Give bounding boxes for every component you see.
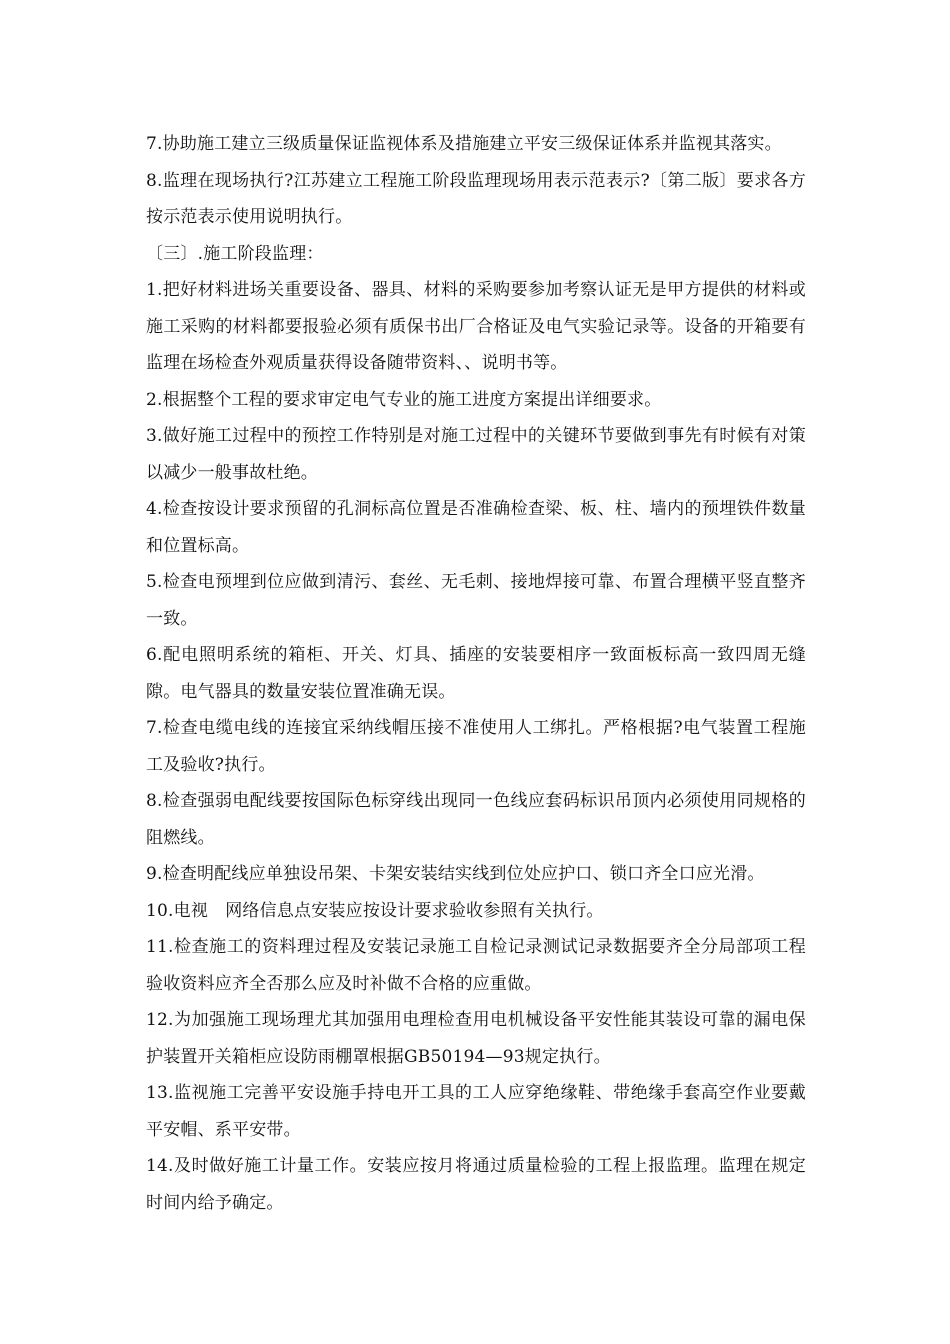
paragraph-item-7-cable: 7.检查电缆电线的连接宜采纳线帽压接不准使用人工绑扎。严格根据?电气装置工程施工及验收?执行。 [146,718,806,775]
paragraph-item-5-conduit: 5.检查电预埋到位应做到清污、套丝、无毛刺、接地焊接可靠、布置合理横平竖直整齐一致。 [146,572,806,629]
paragraph-item-1-materials: 1.把好材料进场关重要设备、器具、材料的采购要参加考察认证无是甲方提供的材料或施工采购的材料都要报验必须有质保书出厂合格证及电气实验记录等。设备的开箱要有监理在场检查外观质量获得设备随带资料、、说明书等。 [146,280,806,373]
paragraph-item-11-records: 11.检查施工的资料理过程及安装记录施工自检记录测试记录数据要齐全分局部项工程验收资料应齐全否那么应及时补做不合格的应重做。 [146,937,806,994]
paragraph-item-8-wiring: 8.检查强弱电配线要按国际色标穿线出现同一色线应套码标识吊顶内必须使用同规格的阻燃线。 [146,791,806,848]
document-body [146,126,806,1221]
paragraph-item-12-site-power: 12.为加强施工现场理尤其加强用电理检查用电机械设备平安性能其装设可靠的漏电保护装置开关箱柜应设防雨棚罩根据GB50194—93规定执行。 [146,1010,806,1067]
section-heading-construction-supervision: 〔三〕.施工阶段监理： [146,243,324,264]
paragraph-item-7-qa-system: 7.协助施工建立三级质量保证监视体系及措施建立平安三级保证体系并监视其落实。 [146,134,782,154]
paragraph-item-6-lighting: 6.配电照明系统的箱柜、开关、灯具、插座的安装要相序一致面板标高一致四周无缝隙。电气器具的数量安装位置准确无误。 [146,645,806,702]
paragraph-item-8-forms: 8.监理在现场执行?江苏建立工程施工阶段监理现场用表示范表示?〔第二版〕要求各方按示范表示使用说明执行。 [146,170,806,227]
paragraph-item-4-openings: 4.检查按设计要求预留的孔洞标高位置是否准确检查梁、板、柱、墙内的预埋铁件数量和位置标高。 [146,499,806,556]
paragraph-item-3-precontrol: 3.做好施工过程中的预控工作特别是对施工过程中的关键环节要做到事先有时候有对策以减少一般事故杜绝。 [146,426,806,483]
paragraph-item-9-surface-wiring: 9.检查明配线应单独设吊架、卡架安装结实线到位处应护口、锁口齐全口应光滑。 [146,864,765,884]
paragraph-item-10-tv-network: 10.电视 网络信息点安装应按设计要求验收参照有关执行。 [146,900,604,921]
paragraph-item-2-schedule: 2.根据整个工程的要求审定电气专业的施工进度方案提出详细要求。 [146,389,662,410]
paragraph-item-14-measurement: 14.及时做好施工计量工作。安装应按月将通过质量检验的工程上报监理。监理在规定时间内给予确定。 [146,1156,806,1213]
paragraph-item-13-safety: 13.监视施工完善平安设施手持电开工具的工人应穿绝缘鞋、带绝缘手套高空作业要戴平安帽、系平安带。 [146,1083,806,1140]
